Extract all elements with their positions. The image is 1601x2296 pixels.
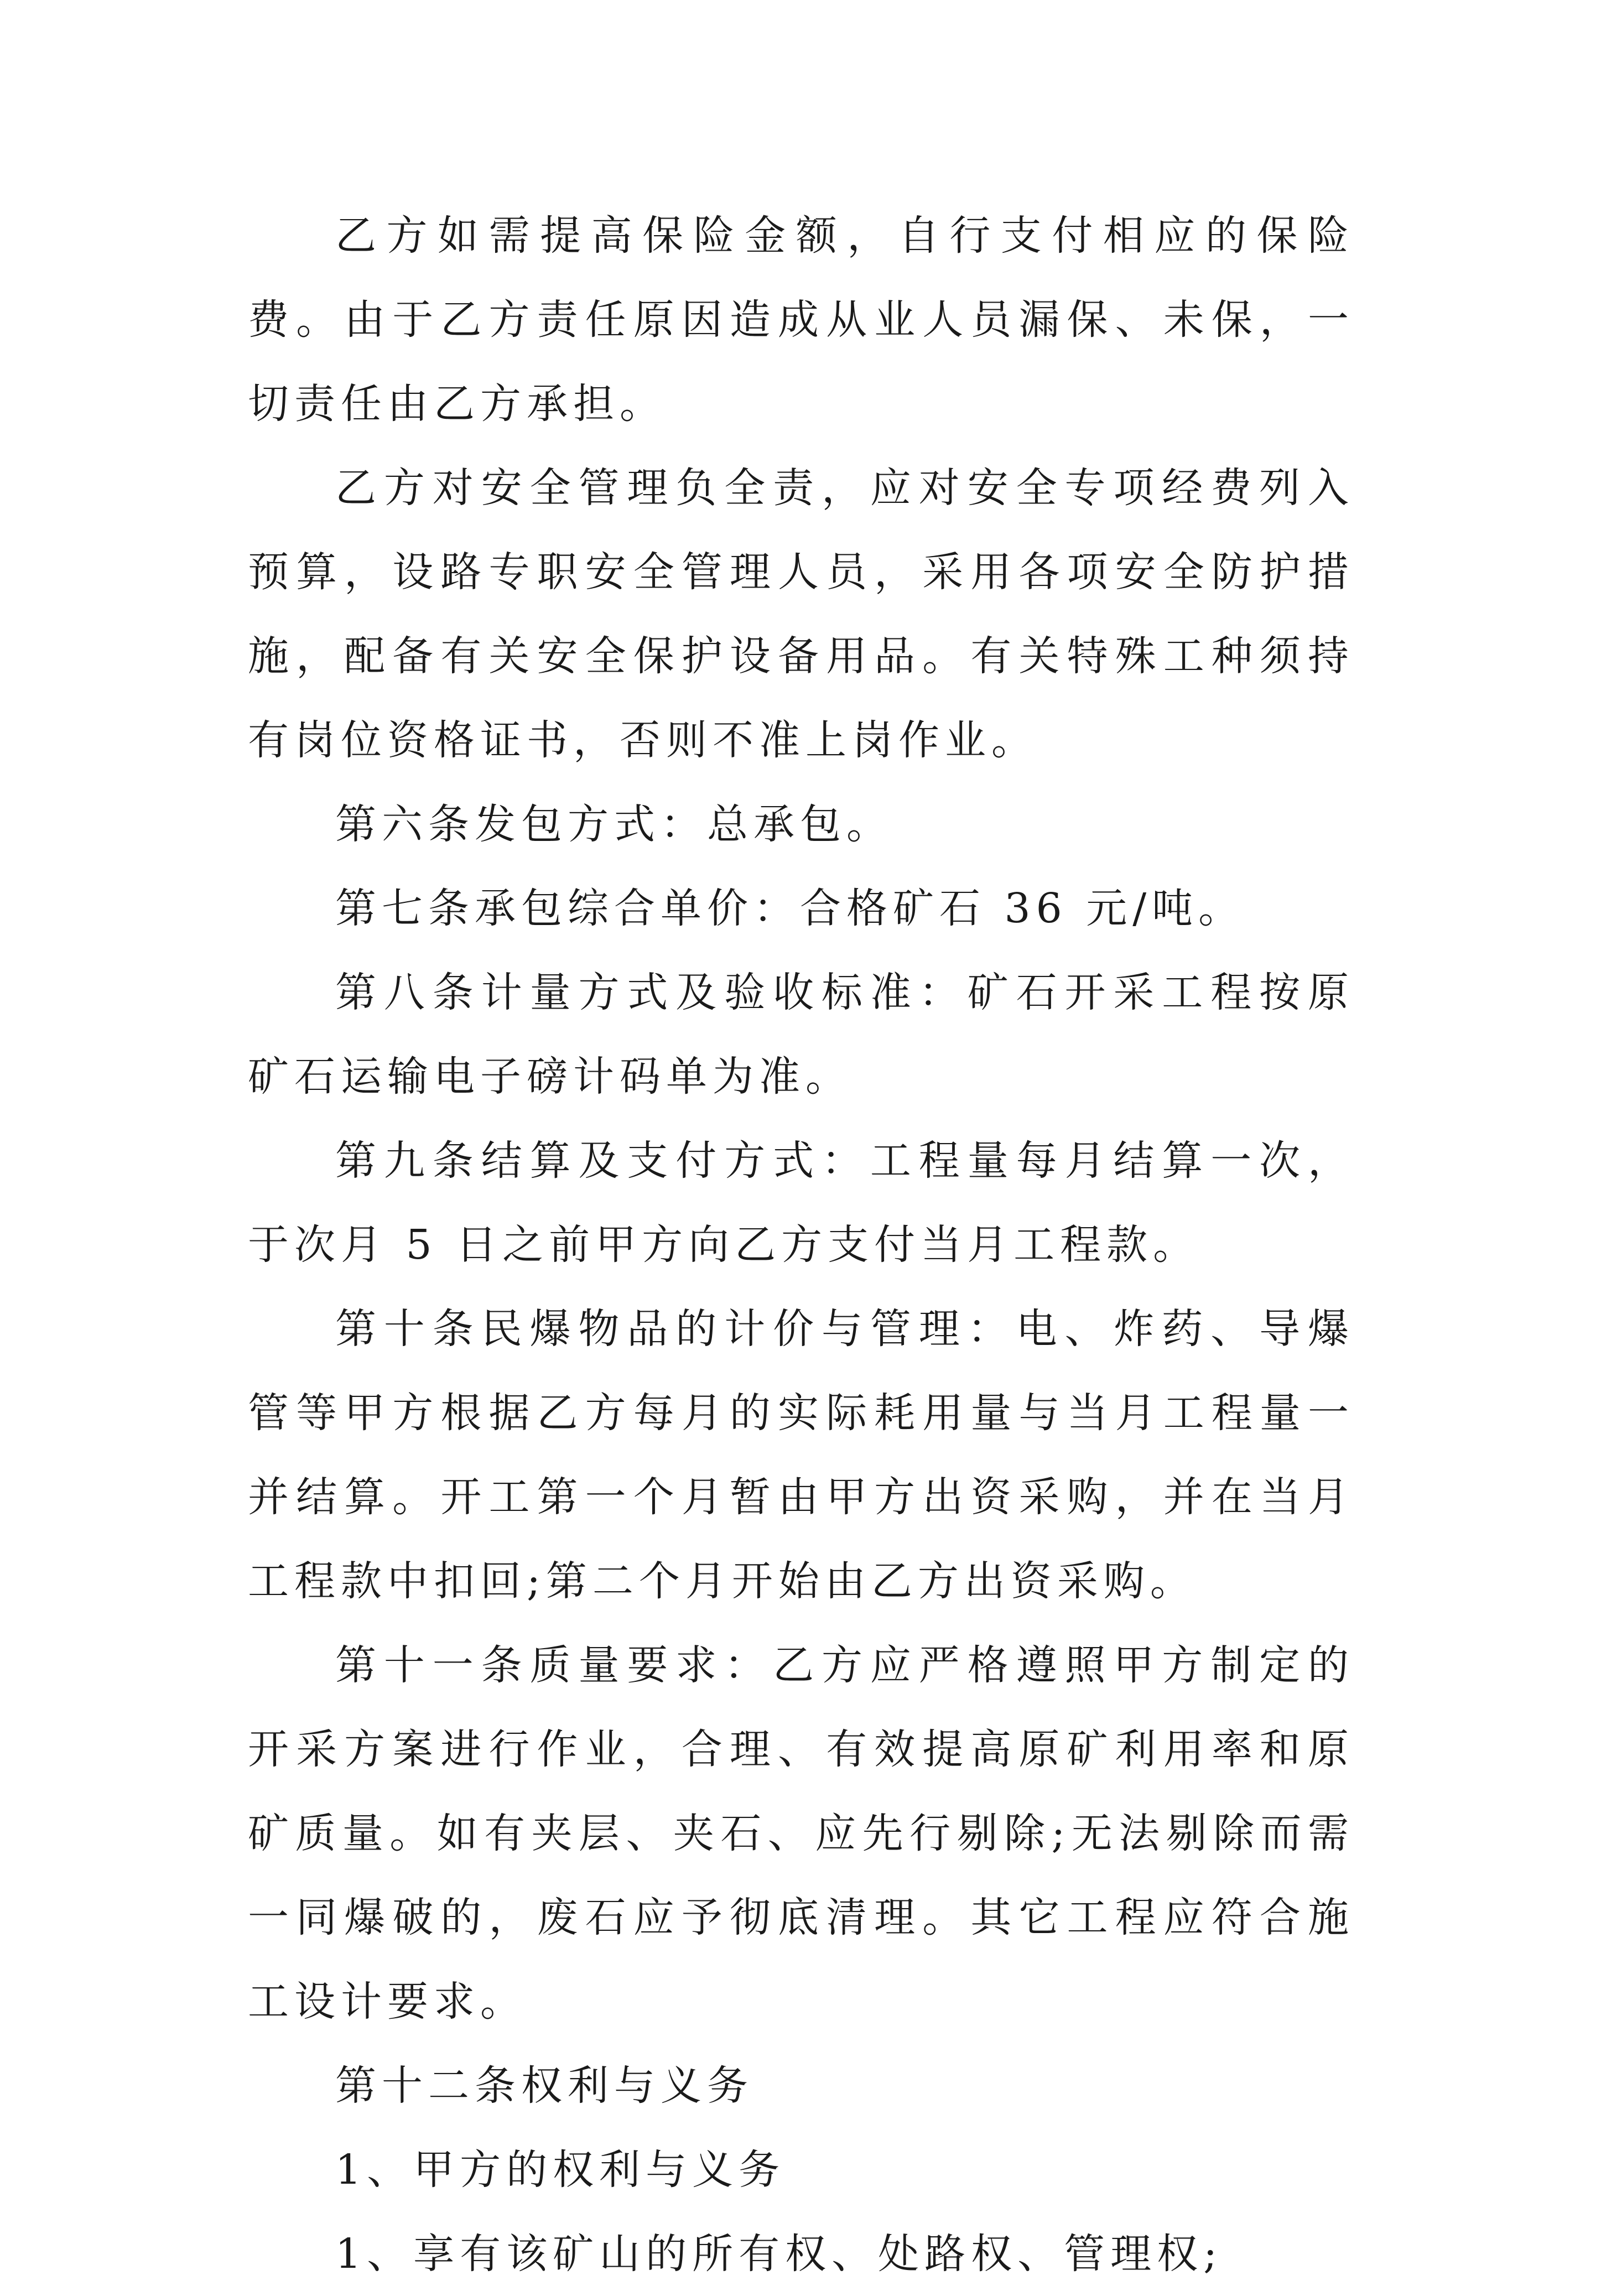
paragraph-article-8: 第八条计量方式及验收标准：矿石开采工程按原矿石运输电子磅计码单为准。 bbox=[248, 969, 1354, 1100]
paragraph-ownership: 1、享有该矿山的所有权、处路权、管理权; bbox=[335, 2230, 1223, 2278]
paragraph-article-6: 第六条发包方式：总承包。 bbox=[335, 801, 893, 848]
paragraph-party-a-rights: 1、甲方的权利与义务 bbox=[335, 2146, 786, 2194]
paragraph-article-12: 第十二条权利与义务 bbox=[335, 2062, 753, 2110]
paragraph-article-9: 第九条结算及支付方式：工程量每月结算一次，于次月 5 日之前甲方向乙方支付当月工程款。 bbox=[248, 1137, 1354, 1269]
paragraph-safety-management: 乙方对安全管理负全责，应对安全专项经费列入预算，设路专职安全管理人员，采用各项安全防护措施，配备有关安全保护设备用品。有关特殊工种须持有岗位资格证书，否则不准上岗作业。 bbox=[248, 464, 1354, 764]
paragraph-article-7: 第七条承包综合单价：合格矿石 36 元/吨。 bbox=[335, 885, 1245, 932]
paragraph-article-10: 第十条民爆物品的计价与管理：电、炸药、导爆管等甲方根据乙方每月的实际耗用量与当月工程量一并结算。开工第一个月暂由甲方出资采购，并在当月工程款中扣回;第二个月开始由乙方出资采购。 bbox=[248, 1305, 1354, 1605]
document-body bbox=[248, 194, 1354, 2296]
paragraph-article-11: 第十一条质量要求：乙方应严格遵照甲方制定的开采方案进行作业，合理、有效提高原矿利用率和原矿质量。如有夹层、夹石、应先行剔除;无法剔除而需一同爆破的，废石应予彻底清理。其它工程应符合施工设计要求。 bbox=[248, 1642, 1354, 2025]
paragraph-insurance: 乙方如需提高保险金额，自行支付相应的保险费。由于乙方责任原因造成从业人员漏保、未保，一切责任由乙方承担。 bbox=[248, 212, 1354, 428]
